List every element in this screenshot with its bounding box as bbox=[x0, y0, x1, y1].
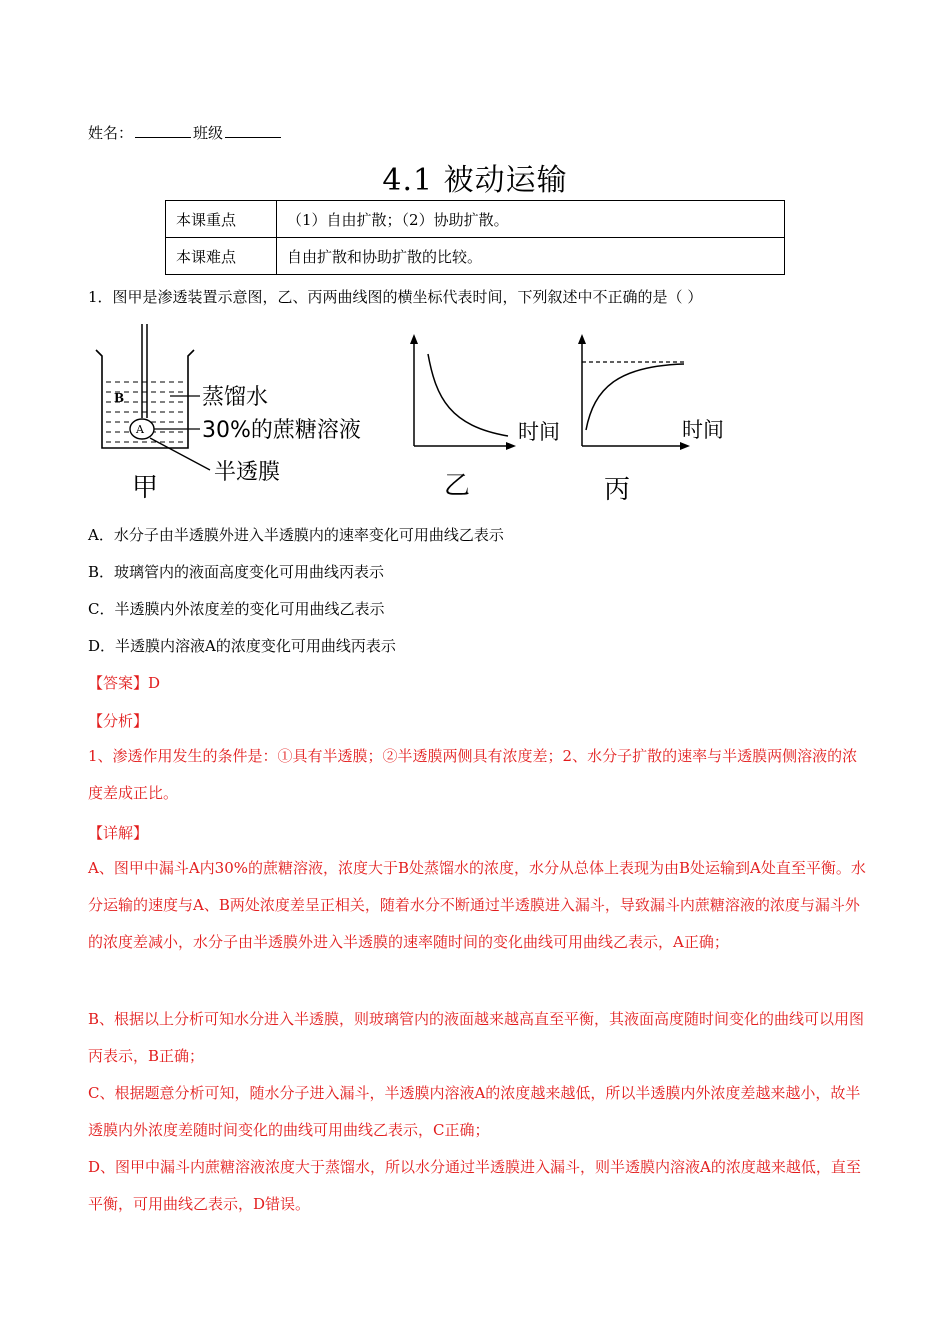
label-time-bing: 时间 bbox=[682, 418, 724, 442]
detail-item-a: A、图甲中漏斗A内30%的蔗糖溶液，浓度大于B处蒸馏水的浓度，水分从总体上表现为由B处运输到A处直至平衡。水分运输的速度与A、B两处浓度差呈正相关，随着水分不断通过半透膜进入漏斗，导致漏斗内蔗糖溶液的浓度与漏斗外的浓度差减小，水分子由半透膜外进入半透膜的速率随时间的变化曲线可用曲线乙表示，A正确； bbox=[88, 859, 866, 951]
table-row bbox=[166, 238, 785, 275]
key-point-label: 本课重点 bbox=[166, 201, 277, 238]
analysis-label: 【分析】 bbox=[88, 712, 149, 730]
option-b[interactable]: B．玻璃管内的液面高度变化可用曲线丙表示 bbox=[88, 563, 385, 581]
name-class-line bbox=[88, 122, 283, 143]
label-yi: 乙 bbox=[444, 471, 471, 501]
label-b: B bbox=[114, 391, 125, 405]
class-blank[interactable] bbox=[225, 123, 281, 138]
option-d[interactable]: D．半透膜内溶液A的浓度变化可用曲线丙表示 bbox=[88, 637, 396, 655]
answer-label: 【答案】 bbox=[88, 674, 149, 692]
difficulty-label: 本课难点 bbox=[166, 238, 277, 275]
analysis-text: 1、渗透作用发生的条件是：①具有半透膜；②半透膜两侧具有浓度差；2、水分子扩散的速率与半透膜两侧溶液的浓度差成正比。 bbox=[88, 747, 858, 802]
detail-item-c: C、根据题意分析可知，随水分子进入漏斗，半透膜内溶液A的浓度越来越低，所以半透膜内外浓度差越来越小，故半透膜内外浓度差随时间变化的曲线可用曲线乙表示，C正确； bbox=[88, 1084, 861, 1139]
answer-value: D bbox=[148, 674, 161, 692]
key-points-table bbox=[165, 200, 785, 275]
curve-bing bbox=[586, 364, 684, 430]
detail-item-b: B、根据以上分析可知水分进入半透膜，则玻璃管内的液面越来越高直至平衡，其液面高度随时间变化的曲线可以用图丙表示，B正确； bbox=[88, 1010, 865, 1065]
detail-label: 【详解】 bbox=[88, 824, 149, 842]
curve-yi-graph bbox=[410, 334, 560, 501]
name-label: 姓名： bbox=[88, 124, 134, 142]
label-jia: 甲 bbox=[132, 473, 159, 503]
class-label: 班级 bbox=[193, 124, 224, 142]
label-time-yi: 时间 bbox=[518, 420, 560, 444]
curve-bing-graph bbox=[578, 334, 724, 505]
label-sucrose-solution: 30%的蔗糖溶液 bbox=[202, 418, 361, 443]
apparatus-diagram bbox=[96, 324, 361, 503]
page-title: 4.1 被动运输 bbox=[382, 163, 568, 198]
osmosis-figure bbox=[88, 318, 768, 508]
label-distilled-water: 蒸馏水 bbox=[202, 385, 269, 410]
label-membrane: 半透膜 bbox=[214, 460, 281, 485]
curve-yi bbox=[428, 354, 508, 436]
question-stem: 1．图甲是渗透装置示意图，乙、丙两曲线图的横坐标代表时间，下列叙述中不正确的是（ ） bbox=[88, 288, 703, 306]
name-blank[interactable] bbox=[135, 123, 191, 138]
label-a: A bbox=[136, 423, 144, 436]
table-row bbox=[166, 201, 785, 238]
option-c[interactable]: C．半透膜内外浓度差的变化可用曲线乙表示 bbox=[88, 600, 385, 618]
difficulty-content: 自由扩散和协助扩散的比较。 bbox=[277, 238, 785, 275]
detail-item-d: D、图甲中漏斗内蔗糖溶液浓度大于蒸馏水，所以水分通过半透膜进入漏斗，则半透膜内溶液A的浓度越来越低，直至平衡，可用曲线乙表示，D错误。 bbox=[88, 1158, 861, 1213]
answer-line bbox=[88, 672, 160, 693]
option-a[interactable]: A．水分子由半透膜外进入半透膜内的速率变化可用曲线乙表示 bbox=[88, 526, 504, 544]
key-point-content: （1）自由扩散；（2）协助扩散。 bbox=[277, 201, 785, 238]
label-bing: 丙 bbox=[604, 475, 631, 505]
